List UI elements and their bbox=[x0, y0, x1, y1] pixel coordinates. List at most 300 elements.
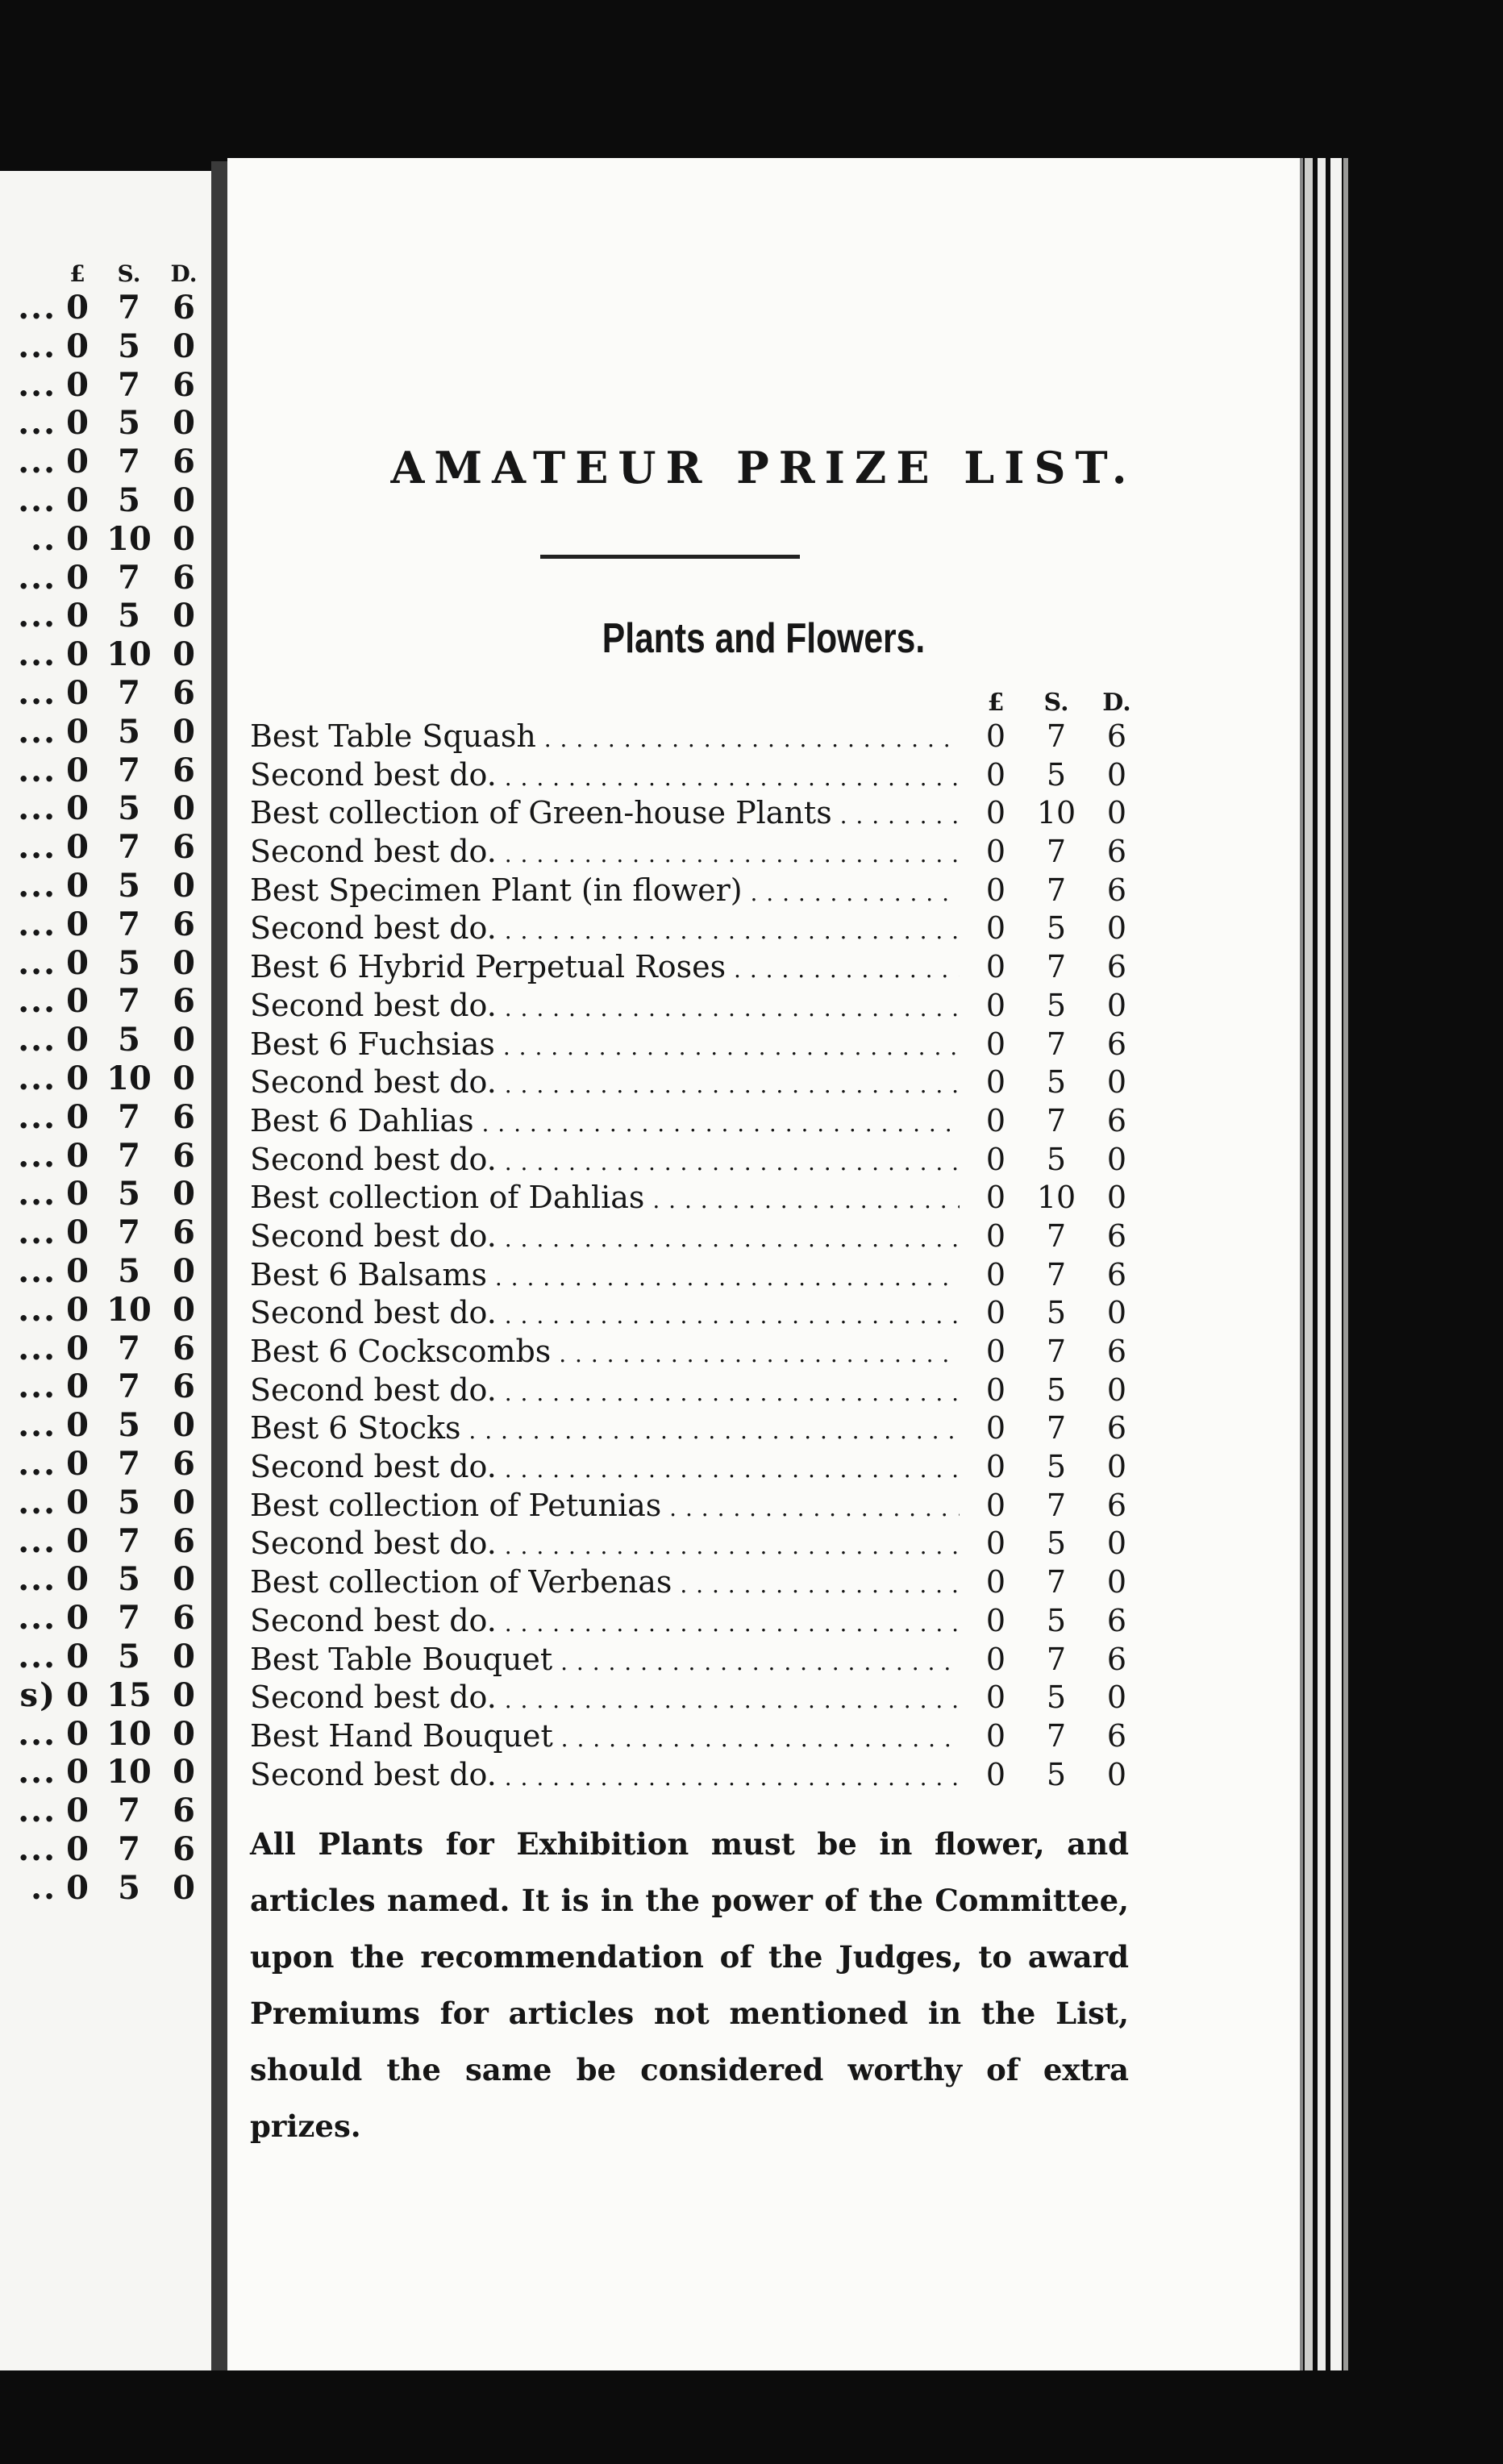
pence-cell: 6 bbox=[173, 1367, 195, 1406]
shillings-cell: 5 bbox=[118, 481, 140, 519]
pence-cell: 0 bbox=[173, 1059, 195, 1097]
pence-cell: 6 bbox=[1106, 872, 1127, 908]
pounds-cell: 0 bbox=[985, 1679, 1006, 1716]
pounds-cell: 0 bbox=[985, 1487, 1006, 1523]
shillings-cell: 7 bbox=[118, 1521, 140, 1560]
leader-dots: ... bbox=[18, 1753, 56, 1792]
pence-cell: 0 bbox=[173, 1638, 195, 1675]
leader-dots: ... bbox=[18, 1445, 56, 1483]
pence-cell: 0 bbox=[1106, 1564, 1127, 1600]
pounds-cell: 0 bbox=[66, 1445, 89, 1483]
pence-cell: 0 bbox=[1106, 1064, 1127, 1101]
pounds-cell: 0 bbox=[66, 404, 89, 443]
shillings-cell: 7 bbox=[118, 365, 140, 404]
left-amount-row bbox=[0, 1367, 211, 1405]
prize-list bbox=[250, 718, 1129, 1794]
pounds-cell: 0 bbox=[66, 712, 89, 751]
left-amount-row bbox=[0, 828, 211, 866]
prize-label: Second best do. . . . bbox=[250, 1294, 960, 1335]
shillings-cell: 7 bbox=[118, 982, 140, 1021]
shillings-cell: 7 bbox=[1046, 718, 1067, 754]
pence-header: D. bbox=[170, 260, 198, 287]
left-amount-row bbox=[0, 1213, 211, 1251]
pounds-cell: 0 bbox=[66, 905, 89, 943]
left-amount-row bbox=[0, 789, 211, 827]
left-amount-row bbox=[0, 1484, 211, 1521]
pounds-cell: 0 bbox=[66, 1406, 89, 1445]
pence-cell: 0 bbox=[173, 635, 195, 674]
pounds-cell: 0 bbox=[66, 443, 89, 481]
pounds-cell: 0 bbox=[66, 867, 89, 905]
leader-dots: ... bbox=[18, 327, 56, 365]
pence-cell: 6 bbox=[173, 828, 195, 867]
pounds-cell: 0 bbox=[985, 910, 1006, 947]
leader-dots: .. bbox=[31, 519, 56, 558]
pence-cell: 0 bbox=[1106, 1141, 1127, 1177]
pence-cell: 0 bbox=[1106, 795, 1127, 831]
pounds-cell: 0 bbox=[985, 949, 1006, 985]
pounds-cell: 0 bbox=[66, 365, 89, 404]
pounds-cell: 0 bbox=[985, 1180, 1006, 1216]
pounds-cell: 0 bbox=[985, 1064, 1006, 1101]
pounds-header: £ bbox=[69, 260, 85, 287]
prize-label: Second best do. . . . bbox=[250, 833, 960, 874]
leader-dots: ... bbox=[18, 1483, 56, 1521]
prize-label: Second best do. . . . bbox=[250, 987, 960, 1028]
shillings-header: S. bbox=[1043, 689, 1069, 717]
pence-cell: 0 bbox=[1106, 910, 1127, 947]
leader-dots: ... bbox=[18, 1560, 56, 1599]
left-amount-row bbox=[0, 1021, 211, 1059]
shillings-cell: 7 bbox=[1046, 949, 1067, 985]
pounds-cell: 0 bbox=[985, 1602, 1006, 1638]
pence-cell: 6 bbox=[173, 365, 195, 404]
leader-dots: ... bbox=[18, 828, 56, 867]
prize-label: Second best do. . . . bbox=[250, 1217, 960, 1259]
leader-dots: ... bbox=[18, 1638, 56, 1675]
leader-dots: ... bbox=[18, 1290, 56, 1329]
left-page bbox=[0, 171, 211, 2370]
shillings-cell: 10 bbox=[1036, 795, 1076, 831]
prize-row bbox=[250, 1102, 1129, 1141]
pounds-cell: 0 bbox=[985, 1525, 1006, 1562]
leader-dots: ... bbox=[18, 1213, 56, 1252]
pence-cell: 0 bbox=[173, 481, 195, 519]
prize-label: Second best do. . . . bbox=[250, 1602, 960, 1643]
pence-header: D. bbox=[1102, 689, 1131, 717]
shillings-cell: 7 bbox=[118, 1213, 140, 1252]
pence-cell: 0 bbox=[1106, 987, 1127, 1023]
prize-row bbox=[250, 1409, 1129, 1448]
shillings-cell: 5 bbox=[118, 1021, 140, 1059]
prize-label: Best Table Squash . . . bbox=[250, 718, 960, 759]
leader-dots: ... bbox=[18, 1059, 56, 1097]
pounds-cell: 0 bbox=[66, 943, 89, 982]
shillings-cell: 5 bbox=[118, 1175, 140, 1213]
shillings-cell: 7 bbox=[118, 905, 140, 943]
shillings-cell: 10 bbox=[106, 1714, 152, 1753]
left-amount-row bbox=[0, 1445, 211, 1483]
prize-row bbox=[250, 1333, 1129, 1371]
pence-cell: 0 bbox=[1106, 1371, 1127, 1408]
pence-cell: 0 bbox=[173, 1868, 195, 1907]
shillings-header: S. bbox=[117, 260, 141, 287]
left-amount-row bbox=[0, 1059, 211, 1097]
prize-row bbox=[250, 948, 1129, 987]
pence-cell: 0 bbox=[173, 1252, 195, 1290]
shillings-cell: 7 bbox=[1046, 1217, 1067, 1254]
pence-cell: 0 bbox=[173, 1560, 195, 1599]
prize-label: Best 6 Fuchsias . . . bbox=[250, 1026, 960, 1067]
leader-dots: ... bbox=[18, 481, 56, 519]
shillings-cell: 7 bbox=[118, 1136, 140, 1175]
pence-cell: 0 bbox=[173, 867, 195, 905]
pounds-cell: 0 bbox=[985, 1334, 1006, 1369]
leader-dots: ... bbox=[18, 443, 56, 481]
pence-cell: 6 bbox=[173, 905, 195, 943]
leader-dots: ... bbox=[18, 1097, 56, 1136]
pence-cell: 0 bbox=[173, 1290, 195, 1329]
shillings-cell: 5 bbox=[118, 1406, 140, 1445]
pounds-cell: 0 bbox=[66, 751, 89, 789]
shillings-cell: 5 bbox=[1046, 987, 1067, 1023]
shillings-cell: 7 bbox=[118, 1329, 140, 1367]
pence-cell: 6 bbox=[1106, 1487, 1127, 1523]
left-amount-row bbox=[0, 1869, 211, 1907]
leader-dots: ... bbox=[18, 1021, 56, 1059]
leader-dots: ... bbox=[18, 1521, 56, 1560]
book-gutter bbox=[211, 161, 227, 2370]
shillings-cell: 5 bbox=[1046, 1449, 1067, 1485]
pence-cell: 6 bbox=[173, 1213, 195, 1252]
pence-cell: 6 bbox=[1106, 1102, 1127, 1138]
pounds-cell: 0 bbox=[985, 756, 1006, 793]
leader-dots: ... bbox=[18, 1329, 56, 1367]
pence-cell: 6 bbox=[1106, 1602, 1127, 1638]
leader-dots: ... bbox=[18, 404, 56, 443]
leader-dots: ... bbox=[18, 289, 56, 327]
pence-cell: 0 bbox=[173, 597, 195, 635]
shillings-cell: 7 bbox=[1046, 1717, 1067, 1754]
pounds-cell: 0 bbox=[66, 1714, 89, 1753]
shillings-cell: 5 bbox=[1046, 1679, 1067, 1716]
left-amount-row bbox=[0, 1252, 211, 1290]
prize-row bbox=[250, 1179, 1129, 1217]
prize-label: Best 6 Dahlias . . . bbox=[250, 1102, 960, 1143]
shillings-cell: 5 bbox=[118, 789, 140, 828]
pounds-cell: 0 bbox=[985, 1102, 1006, 1138]
prize-row bbox=[250, 1141, 1129, 1180]
pence-cell: 0 bbox=[173, 1175, 195, 1213]
left-column-headers bbox=[0, 258, 211, 290]
shillings-cell: 5 bbox=[118, 1638, 140, 1675]
prize-label: Second best do. . . . bbox=[250, 1371, 960, 1413]
prize-label: Second best do. . . . bbox=[250, 1448, 960, 1489]
left-amount-row bbox=[0, 674, 211, 712]
prize-row bbox=[250, 1217, 1129, 1256]
shillings-cell: 10 bbox=[1036, 1180, 1076, 1216]
pounds-cell: 0 bbox=[66, 1792, 89, 1830]
pence-cell: 6 bbox=[173, 1445, 195, 1483]
page-edge bbox=[1318, 158, 1326, 2370]
left-amount-row bbox=[0, 520, 211, 558]
leader-dots: ... bbox=[18, 1367, 56, 1406]
pence-cell: 0 bbox=[173, 712, 195, 751]
leader-dots: ... bbox=[18, 365, 56, 404]
shillings-cell: 7 bbox=[118, 1367, 140, 1406]
shillings-cell: 5 bbox=[1046, 1602, 1067, 1638]
left-amount-row bbox=[0, 944, 211, 982]
shillings-cell: 7 bbox=[1046, 1256, 1067, 1292]
left-amount-row bbox=[0, 1522, 211, 1560]
pence-cell: 6 bbox=[1106, 1717, 1127, 1754]
shillings-cell: 7 bbox=[118, 289, 140, 327]
pounds-cell: 0 bbox=[985, 1564, 1006, 1600]
pounds-cell: 0 bbox=[985, 1295, 1006, 1331]
prize-label: Best 6 Balsams . . . bbox=[250, 1256, 960, 1297]
shillings-cell: 7 bbox=[118, 674, 140, 712]
pounds-cell: 0 bbox=[66, 1097, 89, 1136]
page-title: AMATEUR PRIZE LIST. bbox=[390, 442, 1137, 493]
title-rule bbox=[540, 555, 800, 559]
pence-cell: 6 bbox=[1106, 1334, 1127, 1369]
pence-cell: 6 bbox=[173, 1329, 195, 1367]
left-amount-row bbox=[0, 1638, 211, 1675]
pounds-cell: 0 bbox=[66, 635, 89, 674]
shillings-cell: 5 bbox=[1046, 1064, 1067, 1101]
leader-dots: ... bbox=[18, 982, 56, 1021]
left-amount-row bbox=[0, 635, 211, 673]
leader-dots: ... bbox=[18, 943, 56, 982]
prize-label: Best Hand Bouquet . . . bbox=[250, 1717, 960, 1759]
pounds-cell: 0 bbox=[985, 1717, 1006, 1754]
shillings-cell: 15 bbox=[106, 1675, 152, 1714]
shillings-cell: 5 bbox=[118, 712, 140, 751]
shillings-cell: 10 bbox=[106, 1059, 152, 1097]
pounds-cell: 0 bbox=[985, 1756, 1006, 1792]
leader-dots: ... bbox=[18, 597, 56, 635]
prize-row bbox=[250, 833, 1129, 872]
page-edge bbox=[1343, 158, 1348, 2370]
pounds-cell: 0 bbox=[985, 987, 1006, 1023]
shillings-cell: 5 bbox=[1046, 1141, 1067, 1177]
pounds-cell: 0 bbox=[66, 558, 89, 597]
pounds-cell: 0 bbox=[985, 1410, 1006, 1446]
pounds-cell: 0 bbox=[985, 1256, 1006, 1292]
prize-row bbox=[250, 1679, 1129, 1717]
shillings-cell: 7 bbox=[1046, 1334, 1067, 1369]
pounds-cell: 0 bbox=[66, 828, 89, 867]
pence-cell: 0 bbox=[1106, 1449, 1127, 1485]
pounds-cell: 0 bbox=[66, 597, 89, 635]
pounds-cell: 0 bbox=[66, 1136, 89, 1175]
shillings-cell: 7 bbox=[118, 1599, 140, 1638]
prize-label: Second best do. . . . bbox=[250, 1063, 960, 1105]
leader-dots: ... bbox=[18, 712, 56, 751]
pounds-cell: 0 bbox=[66, 1059, 89, 1097]
pounds-cell: 0 bbox=[66, 327, 89, 365]
prize-row bbox=[250, 909, 1129, 948]
pounds-cell: 0 bbox=[985, 872, 1006, 908]
pence-cell: 0 bbox=[173, 1021, 195, 1059]
pence-cell: 6 bbox=[173, 1521, 195, 1560]
pence-cell: 0 bbox=[173, 327, 195, 365]
prize-label: Best 6 Stocks . . . bbox=[250, 1409, 960, 1451]
shillings-cell: 5 bbox=[1046, 756, 1067, 793]
left-amount-row bbox=[0, 1792, 211, 1829]
leader-dots: ... bbox=[18, 1830, 56, 1868]
pounds-cell: 0 bbox=[66, 1021, 89, 1059]
prize-label: Best 6 Cockscombs . . . bbox=[250, 1333, 960, 1374]
pounds-cell: 0 bbox=[66, 481, 89, 519]
shillings-cell: 7 bbox=[118, 558, 140, 597]
leader-dots: s) bbox=[19, 1675, 56, 1714]
shillings-cell: 7 bbox=[1046, 1026, 1067, 1062]
pence-cell: 6 bbox=[173, 751, 195, 789]
pence-cell: 0 bbox=[1106, 1180, 1127, 1216]
left-amount-row bbox=[0, 1676, 211, 1714]
pence-cell: 6 bbox=[1106, 1217, 1127, 1254]
pounds-cell: 0 bbox=[985, 718, 1006, 754]
section-heading: Plants and Flowers. bbox=[602, 615, 926, 662]
pounds-cell: 0 bbox=[66, 519, 89, 558]
shillings-cell: 5 bbox=[118, 1868, 140, 1907]
left-amount-row bbox=[0, 597, 211, 635]
pounds-cell: 0 bbox=[66, 1638, 89, 1675]
prize-row bbox=[250, 1487, 1129, 1525]
pounds-cell: 0 bbox=[66, 982, 89, 1021]
left-amount-row bbox=[0, 559, 211, 597]
shillings-cell: 7 bbox=[118, 828, 140, 867]
pence-cell: 6 bbox=[1106, 1410, 1127, 1446]
left-amount-row bbox=[0, 404, 211, 442]
leader-dots: ... bbox=[18, 674, 56, 712]
shillings-cell: 7 bbox=[118, 1792, 140, 1830]
pounds-cell: 0 bbox=[66, 1290, 89, 1329]
pence-cell: 6 bbox=[173, 1599, 195, 1638]
pence-cell: 0 bbox=[173, 1675, 195, 1714]
pence-cell: 6 bbox=[173, 558, 195, 597]
leader-dots: ... bbox=[18, 1252, 56, 1290]
shillings-cell: 5 bbox=[118, 327, 140, 365]
shillings-cell: 7 bbox=[1046, 872, 1067, 908]
prize-row bbox=[250, 1563, 1129, 1602]
left-amount-row bbox=[0, 1715, 211, 1753]
shillings-cell: 5 bbox=[118, 404, 140, 443]
pence-cell: 0 bbox=[173, 943, 195, 982]
prize-label: Second best do. . . . bbox=[250, 1525, 960, 1566]
shillings-cell: 5 bbox=[1046, 910, 1067, 947]
pounds-cell: 0 bbox=[985, 1026, 1006, 1062]
prize-row bbox=[250, 872, 1129, 910]
pounds-cell: 0 bbox=[66, 1560, 89, 1599]
prize-row bbox=[250, 1717, 1129, 1756]
left-amount-row bbox=[0, 713, 211, 751]
prize-row bbox=[250, 794, 1129, 833]
left-amount-row bbox=[0, 289, 211, 327]
pounds-cell: 0 bbox=[66, 1213, 89, 1252]
leader-dots: ... bbox=[18, 1175, 56, 1213]
pounds-cell: 0 bbox=[985, 1141, 1006, 1177]
shillings-cell: 7 bbox=[1046, 834, 1067, 870]
left-amount-row bbox=[0, 751, 211, 789]
left-amount-row bbox=[0, 443, 211, 481]
shillings-cell: 7 bbox=[1046, 1487, 1067, 1523]
leader-dots: ... bbox=[18, 1714, 56, 1753]
prize-row bbox=[250, 718, 1129, 756]
pounds-cell: 0 bbox=[66, 1329, 89, 1367]
left-amount-row bbox=[0, 327, 211, 365]
prize-row bbox=[250, 1256, 1129, 1295]
page-edge bbox=[1330, 158, 1342, 2370]
pence-cell: 0 bbox=[1106, 1525, 1127, 1562]
pence-cell: 0 bbox=[1106, 1756, 1127, 1792]
pounds-cell: 0 bbox=[985, 834, 1006, 870]
pence-cell: 6 bbox=[1106, 1256, 1127, 1292]
left-amount-row bbox=[0, 1830, 211, 1868]
pounds-cell: 0 bbox=[66, 1753, 89, 1792]
pounds-cell: 0 bbox=[66, 1868, 89, 1907]
pence-cell: 6 bbox=[173, 1792, 195, 1830]
pounds-cell: 0 bbox=[66, 1675, 89, 1714]
pounds-cell: 0 bbox=[66, 1830, 89, 1868]
pence-cell: 6 bbox=[173, 1830, 195, 1868]
pence-cell: 0 bbox=[1106, 1679, 1127, 1716]
shillings-cell: 5 bbox=[118, 1483, 140, 1521]
shillings-cell: 10 bbox=[106, 1290, 152, 1329]
pence-cell: 6 bbox=[173, 1097, 195, 1136]
shillings-cell: 5 bbox=[1046, 1371, 1067, 1408]
shillings-cell: 5 bbox=[118, 1252, 140, 1290]
shillings-cell: 5 bbox=[1046, 1295, 1067, 1331]
shillings-cell: 7 bbox=[1046, 1410, 1067, 1446]
prize-row bbox=[250, 1641, 1129, 1679]
prize-row bbox=[250, 1294, 1129, 1333]
pence-cell: 0 bbox=[173, 1483, 195, 1521]
leader-dots: ... bbox=[18, 1599, 56, 1638]
shillings-cell: 5 bbox=[118, 943, 140, 982]
pounds-cell: 0 bbox=[66, 1483, 89, 1521]
left-amount-row bbox=[0, 1098, 211, 1136]
shillings-cell: 7 bbox=[118, 1097, 140, 1136]
shillings-cell: 5 bbox=[118, 1560, 140, 1599]
pence-cell: 6 bbox=[173, 674, 195, 712]
shillings-cell: 7 bbox=[118, 443, 140, 481]
shillings-cell: 7 bbox=[1046, 1564, 1067, 1600]
left-amount-row bbox=[0, 1175, 211, 1213]
prize-row bbox=[250, 1371, 1129, 1410]
shillings-cell: 7 bbox=[118, 1830, 140, 1868]
pounds-cell: 0 bbox=[985, 795, 1006, 831]
shillings-cell: 7 bbox=[1046, 1102, 1067, 1138]
exhibition-note: All Plants for Exhibition must be in flower, and articles named. It is in the power of the Committee, upon the recommendation of the Judges, to award Premiums for articles not mentioned in the List, should the same be considered worthy of extra prizes. bbox=[250, 1826, 1129, 2144]
pence-cell: 6 bbox=[1106, 834, 1127, 870]
pence-cell: 6 bbox=[173, 982, 195, 1021]
prize-label: Second best do. . . . bbox=[250, 1679, 960, 1720]
left-amount-row bbox=[0, 1330, 211, 1367]
pounds-cell: 0 bbox=[66, 1521, 89, 1560]
leader-dots: ... bbox=[18, 867, 56, 905]
pounds-cell: 0 bbox=[66, 1252, 89, 1290]
prize-label: Best collection of Verbenas . . . bbox=[250, 1563, 960, 1605]
prize-row bbox=[250, 1026, 1129, 1064]
leader-dots: ... bbox=[18, 1406, 56, 1445]
pence-cell: 0 bbox=[173, 1714, 195, 1753]
prize-label: Second best do. . . . bbox=[250, 909, 960, 951]
pounds-cell: 0 bbox=[985, 1371, 1006, 1408]
leader-dots: ... bbox=[18, 1136, 56, 1175]
pence-cell: 6 bbox=[1106, 1026, 1127, 1062]
